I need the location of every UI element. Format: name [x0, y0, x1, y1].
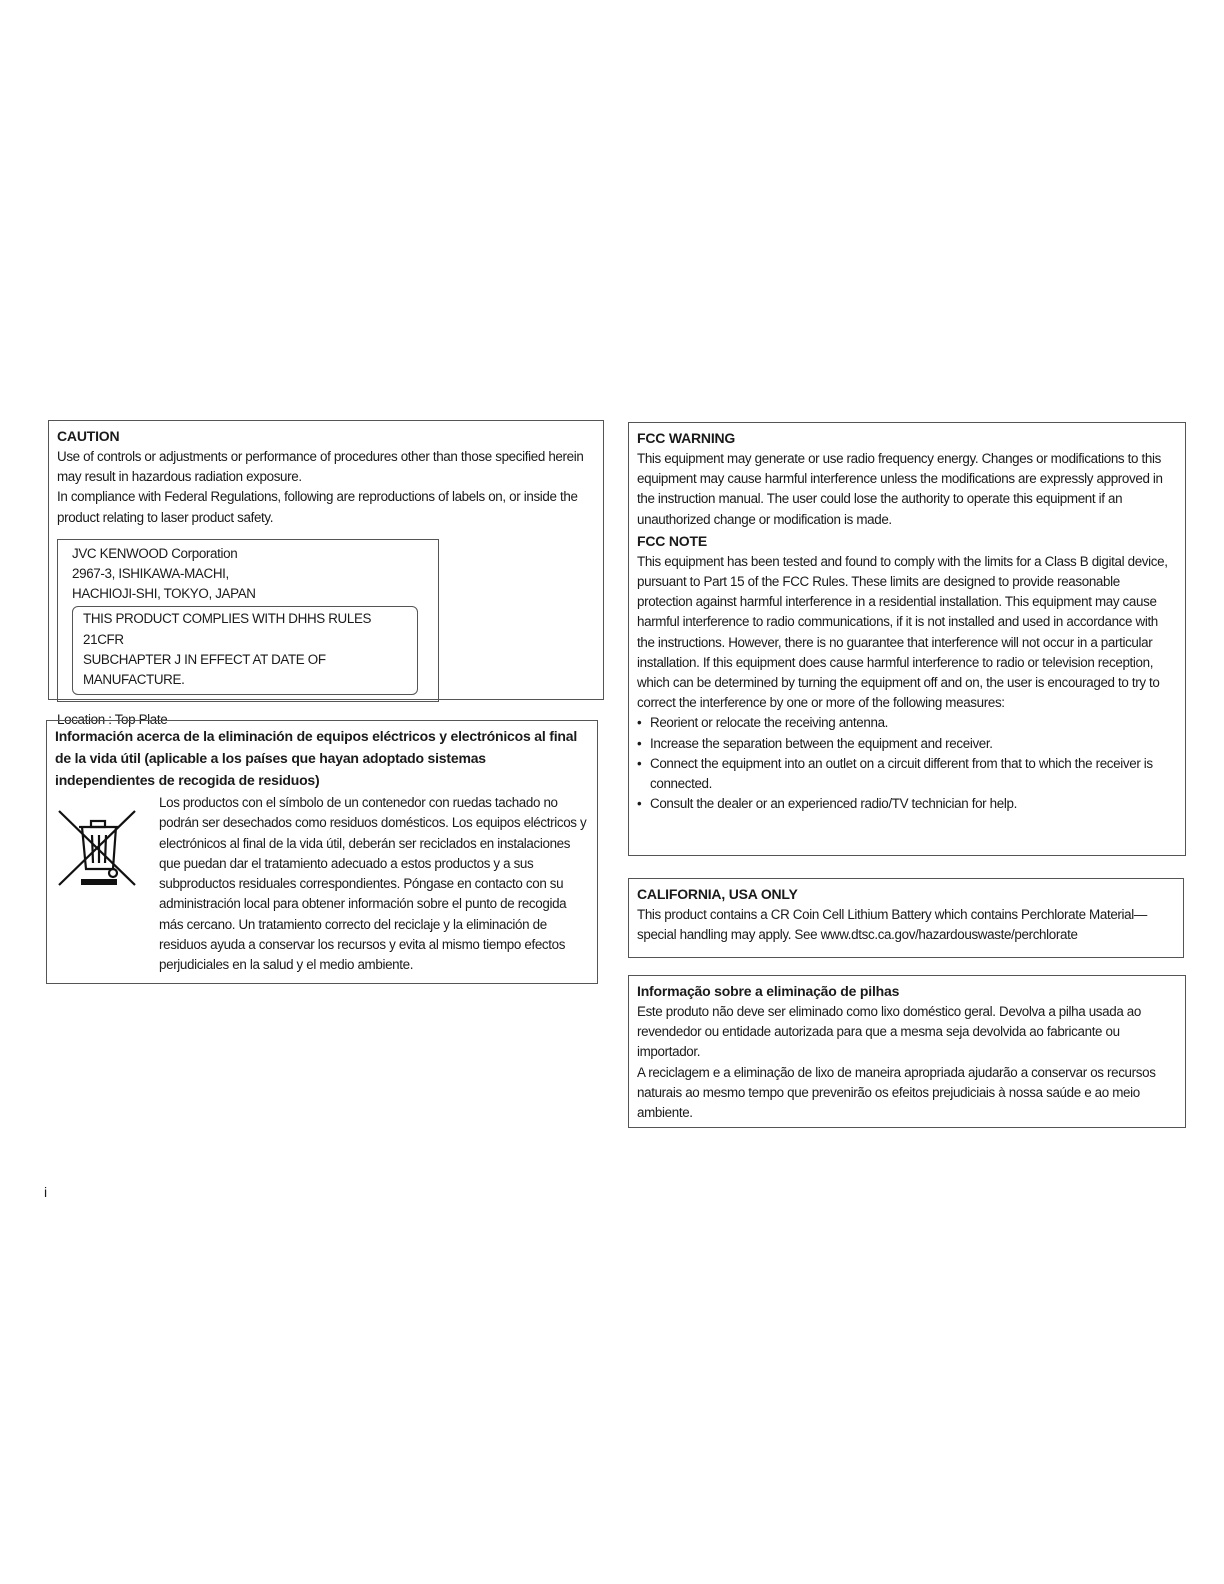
list-item: • Consult the dealer or an experienced radio/TV technician for help. [637, 794, 1177, 814]
dhhs-compliance-label [72, 606, 418, 695]
weee-body-text: Los productos con el símbolo de un contenedor con ruedas tachado no podrán ser desechados como residuos domésticos. Los equipos eléctricos y electrónicos al final de la vida útil, deberán ser reciclados en instalaciones que puedan dar el tratamiento adecuado a estos productos y a sus subproductos residuales correspondientes. Póngase en contacto con su administración local para obtener información sobre el punto de recogida más cercano. Un tratamiento correcto del reciclaje y la eliminación de residuos ayuda a conservar los recursos y evita al mismo tiempo efectos perjudiciales en la salud y el medio ambiente. [159, 795, 587, 973]
fcc-warning-text: This equipment may generate or use radio frequency energy. Changes or modifications to this equipment may cause harmful interference unless the modifications are expressly approved in the instruction manual. The user could lose the authority to operate this equipment if an unauthorized change or modification is made. [637, 451, 1163, 527]
list-item: • Reorient or relocate the receiving antenna. [637, 713, 1177, 733]
battery-disposal-paragraph-1: Este produto não deve ser eliminado como lixo doméstico geral. Devolva a pilha usada ao revendedor ou entidade autorizada para que a mesma seja devolvida ao fabricante ou importador. [637, 1004, 1141, 1060]
list-item: • Connect the equipment into an outlet on a circuit different from that to which the receiver is connected. [637, 754, 1177, 794]
caution-heading: CAUTION [57, 428, 120, 444]
list-item: • Increase the separation between the equipment and receiver. [637, 734, 1177, 754]
dhhs-line-2: SUBCHAPTER J IN EFFECT AT DATE OF MANUFACTURE. [83, 651, 326, 688]
fcc-section [628, 422, 1186, 856]
label-address-line-2: HACHIOJI-SHI, TOKYO, JAPAN [72, 586, 256, 602]
battery-disposal-section [628, 975, 1186, 1128]
caution-paragraph-2: In compliance with Federal Regulations, following are reproductions of labels on, or inside the product relating to laser product safety. [57, 489, 578, 525]
caution-paragraph-1: Use of controls or adjustments or performance of procedures other than those specified herein may result in hazardous radiation exposure. [57, 449, 584, 485]
battery-disposal-paragraph-2: A reciclagem e a eliminação de lixo de maneira apropriada ajudarão a conservar os recursos naturais ao mesmo tempo que prevenirão os efeitos prejudiciais à nossa saúde e ao meio ambiente. [637, 1064, 1156, 1121]
dhhs-line-1: THIS PRODUCT COMPLIES WITH DHHS RULES 21CFR [83, 611, 372, 647]
weee-disposal-section [46, 720, 598, 984]
california-section [628, 878, 1184, 958]
laser-label-reproduction [57, 539, 439, 702]
caution-section [48, 420, 604, 728]
fcc-warning-heading: FCC WARNING [637, 430, 736, 446]
page-number: i [44, 1184, 48, 1200]
label-location: Location : Top Plate [57, 712, 168, 728]
weee-heading: Información acerca de la eliminación de equipos eléctricos y electrónicos al final de la vida útil (aplicable a los países que hayan adoptado sistemas independientes de recogida de residuos) [55, 728, 578, 788]
label-address-line-1: 2967-3, ISHIKAWA-MACHI, [72, 566, 229, 582]
crossed-out-wheelie-bin-icon [55, 793, 159, 976]
california-text: This product contains a CR Coin Cell Lithium Battery which contains Perchlorate Material— special handling may apply. See www.dtsc.ca.gov/hazardouswaste/perchlorate [637, 907, 1147, 943]
fcc-note-heading: FCC NOTE [637, 532, 707, 549]
fcc-measures-list [637, 713, 1177, 814]
battery-disposal-heading: Informação sobre a eliminação de pilhas [637, 983, 900, 999]
label-company: JVC KENWOOD Corporation [72, 545, 238, 561]
fcc-note-text: This equipment has been tested and found to comply with the limits for a Class B digital device, pursuant to Part 15 of the FCC Rules. These limits are designed to provide reasonable protection against harmful interference in a residential installation. This equipment may cause harmful interference to radio communications, if it is not installed and used in accordance with the instructions. However, there is no guarantee that interference will not occur in a particular installation. If this equipment does cause harmful interference to radio or television reception, which can be determined by turning the equipment off and on, the user is encouraged to try to correct the interference by one or more of the following measures: [637, 553, 1168, 711]
california-heading: CALIFORNIA, USA ONLY [637, 886, 798, 902]
